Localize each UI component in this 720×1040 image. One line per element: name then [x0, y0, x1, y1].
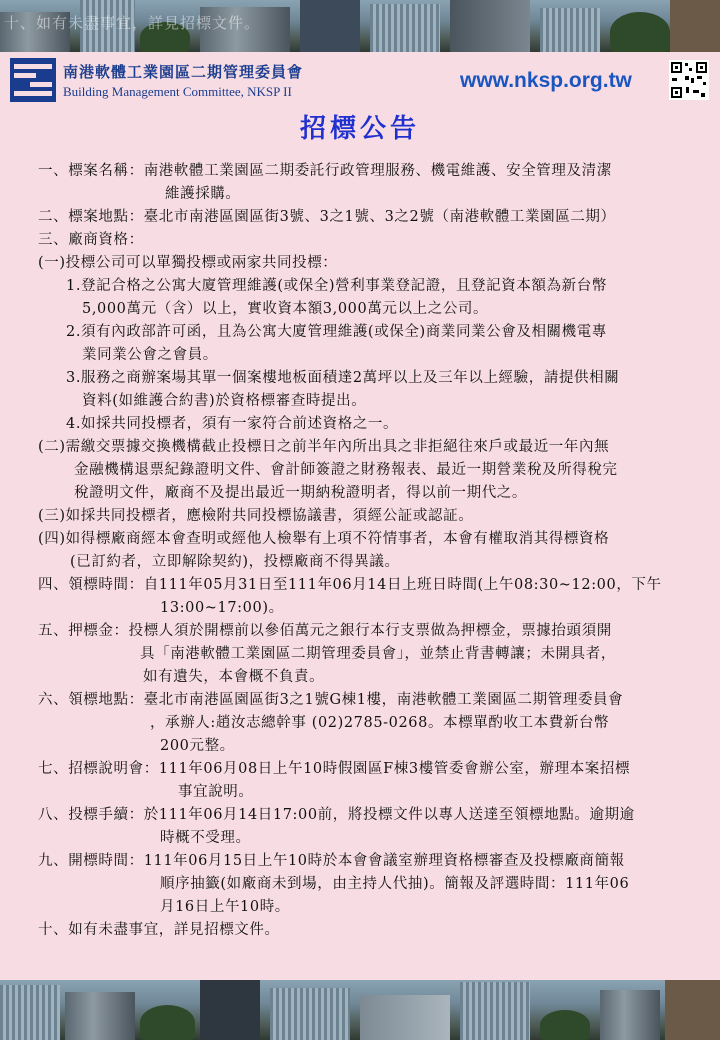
notice-line: (三)如採共同投標者，應檢附共同投標協議書，須經公証或認証。	[38, 508, 474, 524]
notice-line: 4.如採共同投標者，須有一家符合前述資格之一。	[66, 416, 399, 432]
banner-ghost-text: 十、如有未盡事宜，詳見招標文件。	[4, 14, 261, 32]
notice-line: 月16日上午10時。	[160, 899, 290, 915]
notice-line: 五、押標金：投標人須於開標前以參佰萬元之銀行本行支票做為押標金，票據抬頭須開	[38, 623, 612, 639]
notice-line: 二、標案地點：臺北市南港區園區街3號、3之1號、3之2號（南港軟體工業園區二期）	[38, 209, 616, 225]
notice-line: 八、投標手續：於111年06月14日17:00前，將投標文件以專人送達至領標地點。逾期逾	[38, 807, 635, 823]
notice-line: 200元整。	[160, 738, 235, 754]
qr-code-icon	[669, 60, 709, 100]
notice-line: 金融機構退票紀錄證明文件、會計師簽證之財務報表、最近一期營業稅及所得稅完	[74, 462, 618, 478]
page-title: 招標公告	[299, 114, 420, 144]
notice-line: ，承辦人:趙汝志總幹事 (02)2785-0268。本標單酌收工本費新台幣	[150, 715, 610, 731]
notice-line: 2.須有內政部許可函，且為公寓大廈管理維護(或保全)商業同業公會及相關機電專	[66, 324, 607, 340]
notice-line: 具「南港軟體工業園區二期管理委員會」，並禁止背書轉讓；未開具者，	[140, 646, 616, 662]
notice-line: 如有遺失，本會概不負責。	[143, 669, 325, 685]
website-link[interactable]: www.nksp.org.tw	[460, 69, 632, 92]
notice-line: (二)需繳交票據交換機構截止投標日之前半年內所出具之非拒絕往來戶或最近一年內無	[38, 439, 610, 455]
notice-line: (一)投標公司可以單獨投標或兩家共同投標：	[38, 255, 338, 271]
notice-line: 13:00~17:00)。	[160, 600, 284, 616]
notice-line: (已訂約者，立即解除契約)，投標廠商不得異議。	[70, 554, 400, 570]
notice-line: 3.服務之商辦案場其單一個案樓地板面積達2萬坪以上及三年以上經驗，請提供相關	[66, 370, 620, 386]
notice-line: 5,000萬元（含）以上，實收資本額3,000萬元以上之公司。	[82, 301, 489, 317]
organization-header	[0, 52, 720, 108]
notice-line: 四、領標時間：自111年05月31日至111年06月14日上班日時間(上午08:30~12:00，下午	[38, 577, 662, 593]
notice-line: 維護採購。	[165, 186, 241, 202]
notice-line: 事宜說明。	[178, 784, 254, 800]
notice-line: 十、如有未盡事宜，詳見招標文件。	[38, 922, 280, 938]
notice-line: 六、領標地點：臺北市南港區園區街3之1號G棟1樓，南港軟體工業園區二期管理委員會	[38, 692, 624, 708]
nksp-logo-icon	[10, 58, 56, 102]
footer-photo-banner	[0, 980, 720, 1040]
notice-line: 1.登記合格之公寓大廈管理維護(或保全)營利事業登記證，且登記資本額為新台幣	[66, 278, 607, 294]
organization-name-zh: 南港軟體工業園區二期管理委員會	[63, 63, 304, 81]
notice-line: 業同業公會之會員。	[82, 347, 218, 363]
notice-line: 九、開標時間：111年06月15日上午10時於本會會議室辦理資格標審查及投標廠商簡報	[38, 853, 625, 869]
notice-line: 一、標案名稱：南港軟體工業園區二期委託行政管理服務、機電維護、安全管理及清潔	[38, 163, 612, 179]
organization-name-en: Building Management Committee, NKSP II	[63, 84, 292, 99]
header-photo-banner	[0, 0, 720, 52]
notice-line: 資料(如維護合約書)於資格標審查時提出。	[82, 393, 367, 409]
notice-line: 稅證明文件，廠商不及提出最近一期納稅證明者，得以前一期代之。	[74, 485, 527, 501]
notice-line: 順序抽籤(如廠商未到場，由主持人代抽)。簡報及評選時間：111年06	[160, 876, 630, 892]
notice-line: 時概不受理。	[160, 830, 251, 846]
notice-line: 三、廠商資格：	[38, 232, 144, 248]
notice-line: 七、招標說明會：111年06月08日上午10時假園區F棟3樓管委會辦公室，辦理本案招標	[38, 761, 631, 777]
notice-line: (四)如得標廠商經本會查明或經他人檢舉有上項不符情事者，本會有權取消其得標資格	[38, 531, 610, 547]
